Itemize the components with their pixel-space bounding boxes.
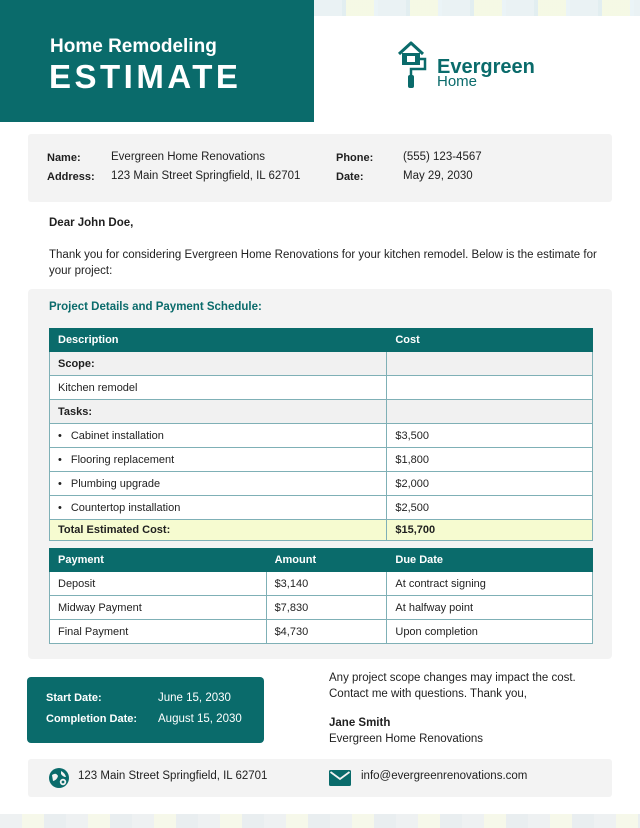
letter-greeting: Dear John Doe, bbox=[49, 217, 134, 229]
task-cost: $3,500 bbox=[387, 424, 593, 448]
task-name: • Cabinet installation bbox=[50, 424, 387, 448]
table-row bbox=[50, 496, 593, 520]
envelope-icon bbox=[329, 770, 351, 786]
column-header-description: Description bbox=[50, 329, 387, 352]
contact-footer bbox=[28, 759, 612, 797]
completion-date-value: August 15, 2030 bbox=[158, 713, 242, 725]
signature-company: Evergreen Home Renovations bbox=[329, 733, 484, 745]
footer-address: 123 Main Street Springfield, IL 62701 bbox=[78, 770, 268, 782]
column-header-cost: Cost bbox=[387, 329, 593, 352]
decorative-pattern-bottom bbox=[0, 814, 640, 828]
address-value: 123 Main Street Springfield, IL 62701 bbox=[111, 170, 301, 182]
payment-due: At halfway point bbox=[387, 596, 593, 620]
client-info-panel bbox=[28, 134, 612, 202]
table-row bbox=[50, 376, 593, 400]
start-date-value: June 15, 2030 bbox=[158, 692, 231, 704]
header-subtitle: Home Remodeling bbox=[50, 36, 217, 57]
total-label: Total Estimated Cost: bbox=[50, 520, 387, 541]
closing-note: Any project scope changes may impact the cost. Contact me with questions. Thank you, bbox=[329, 672, 576, 700]
table-row bbox=[50, 448, 593, 472]
empty-cell bbox=[387, 400, 593, 424]
payment-name: Midway Payment bbox=[50, 596, 267, 620]
payment-amount: $4,730 bbox=[266, 620, 387, 644]
payment-table bbox=[49, 548, 593, 644]
map-pin-globe-icon bbox=[48, 767, 70, 789]
total-row bbox=[50, 520, 593, 541]
total-value: $15,700 bbox=[387, 520, 593, 541]
header-band bbox=[0, 0, 314, 122]
column-header-due-date: Due Date bbox=[387, 549, 593, 572]
start-date-label: Start Date: bbox=[46, 692, 102, 704]
payment-name: Final Payment bbox=[50, 620, 267, 644]
address-label: Address: bbox=[47, 171, 95, 183]
cost-table bbox=[49, 328, 593, 541]
table-row bbox=[50, 596, 593, 620]
task-name: • Flooring replacement bbox=[50, 448, 387, 472]
table-header-row bbox=[50, 549, 593, 572]
house-paint-roller-icon bbox=[396, 40, 432, 90]
task-cost: $2,000 bbox=[387, 472, 593, 496]
task-cost: $1,800 bbox=[387, 448, 593, 472]
empty-cell bbox=[387, 352, 593, 376]
task-name: • Countertop installation bbox=[50, 496, 387, 520]
table-header-row bbox=[50, 329, 593, 352]
details-title: Project Details and Payment Schedule: bbox=[49, 301, 262, 313]
table-row bbox=[50, 424, 593, 448]
payment-amount: $3,140 bbox=[266, 572, 387, 596]
table-row bbox=[50, 400, 593, 424]
project-details-panel bbox=[28, 289, 612, 659]
logo-line-2: Home bbox=[437, 73, 478, 90]
task-name: • Plumbing upgrade bbox=[50, 472, 387, 496]
letter-intro: Thank you for considering Evergreen Home Renovations for your kitchen remodel. Below is the estimate for your project: bbox=[49, 249, 597, 277]
table-row bbox=[50, 620, 593, 644]
table-row bbox=[50, 472, 593, 496]
date-label: Date: bbox=[336, 171, 364, 183]
task-cost: $2,500 bbox=[387, 496, 593, 520]
completion-date-label: Completion Date: bbox=[46, 713, 138, 725]
empty-cell bbox=[387, 376, 593, 400]
phone-value: (555) 123-4567 bbox=[403, 151, 482, 163]
name-label: Name: bbox=[47, 152, 81, 164]
tasks-label: Tasks: bbox=[50, 400, 387, 424]
payment-due: Upon completion bbox=[387, 620, 593, 644]
signature-name: Jane Smith bbox=[329, 717, 391, 729]
schedule-dates-box bbox=[27, 677, 264, 743]
column-header-amount: Amount bbox=[266, 549, 387, 572]
header-title: ESTIMATE bbox=[49, 58, 242, 95]
payment-name: Deposit bbox=[50, 572, 267, 596]
date-value: May 29, 2030 bbox=[403, 170, 473, 182]
company-logo bbox=[396, 40, 546, 92]
table-row bbox=[50, 572, 593, 596]
footer-email[interactable]: info@evergreenrenovations.com bbox=[361, 770, 528, 782]
phone-label: Phone: bbox=[336, 152, 374, 164]
table-row bbox=[50, 352, 593, 376]
scope-item: Kitchen remodel bbox=[50, 376, 387, 400]
payment-due: At contract signing bbox=[387, 572, 593, 596]
scope-label: Scope: bbox=[50, 352, 387, 376]
name-value: Evergreen Home Renovations bbox=[111, 151, 266, 163]
logo-line-1: Evergreen bbox=[437, 56, 535, 78]
decorative-pattern-top bbox=[314, 0, 640, 16]
column-header-payment: Payment bbox=[50, 549, 267, 572]
payment-amount: $7,830 bbox=[266, 596, 387, 620]
